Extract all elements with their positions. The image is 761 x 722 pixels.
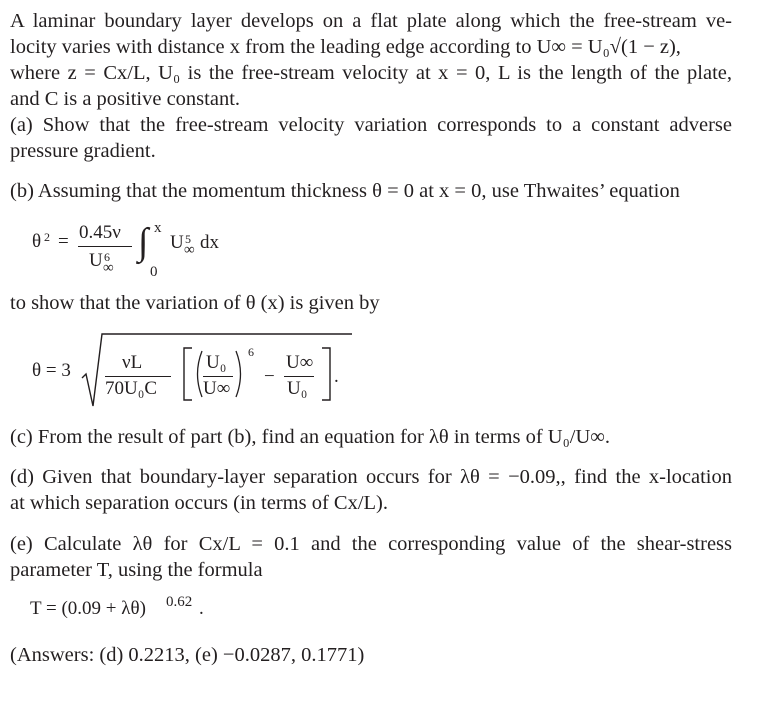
part-c-line: (c) From the result of part (b), find an equation for λθ in terms of U₀/U∞. [10, 426, 610, 448]
paren-fraction-bar [203, 376, 233, 377]
thwaites-lhs-exp: 2 [44, 230, 50, 244]
theta-trailing-period: . [334, 366, 339, 387]
part-a-line-2: pressure gradient. [10, 140, 156, 162]
frac2-denominator: U₀ [287, 378, 308, 399]
intro-line-2: locity varies with distance x from the leading edge according to U∞ = U₀√(1 − z), [10, 36, 681, 58]
paren-exponent: 6 [248, 345, 254, 359]
integral-upper-limit: x [154, 220, 162, 236]
thwaites-denominator-exp: 6 [104, 250, 110, 264]
thwaites-denominator-base: U [89, 250, 103, 271]
paren-denominator: U∞ [203, 378, 231, 399]
frac2-bar [284, 376, 314, 377]
answers-line: (Answers: (d) 0.2213, (e) −0.0287, 0.1771) [10, 644, 365, 666]
integrand-exp: 5 [185, 232, 191, 246]
t-formula-base: T = (0.09 + λθ) [30, 598, 146, 619]
to-show-line: to show that the variation of θ (x) is given by [10, 292, 380, 314]
intro-line-1: A laminar boundary layer develops on a flat plate along which the free-stream ve- [10, 10, 732, 32]
integrand-differential: dx [200, 232, 219, 253]
t-formula-exp: 0.62 [166, 594, 193, 610]
integral-lower-limit: 0 [150, 264, 158, 280]
thwaites-lhs: θ [32, 231, 42, 252]
part-b-line: (b) Assuming that the momentum thickness θ = 0 at x = 0, use Thwaites’ equation [10, 180, 680, 202]
integrand-base: U [170, 232, 184, 253]
right-parenthesis [234, 349, 246, 399]
paren-numerator: U₀ [206, 352, 227, 373]
part-d-line-1: (d) Given that boundary-layer separation occurs for λθ = −0.09,, find the x-location [10, 466, 732, 488]
frac1-denominator: 70U₀C [105, 378, 158, 399]
part-e-line-1: (e) Calculate λθ for Cx/L = 0.1 and the corresponding value of the shear-stress [10, 533, 732, 555]
intro-line-3: where z = Cx/L, U₀ is the free-stream velocity at x = 0, L is the length of the plate, [10, 62, 732, 84]
thwaites-equals: = [58, 231, 69, 252]
integrand-sub: ∞ [184, 242, 195, 258]
part-e-line-2: parameter T, using the formula [10, 559, 263, 581]
intro-line-4: and C is a positive constant. [10, 88, 241, 110]
part-d-line-2: at which separation occurs (in terms of Cx/L). [10, 492, 388, 514]
thwaites-numerator: 0.45ν [79, 222, 121, 243]
frac1-numerator: νL [122, 352, 143, 373]
frac2-numerator: U∞ [286, 352, 314, 373]
t-formula-period: . [199, 598, 204, 619]
theta-minus: − [264, 366, 275, 387]
theta-lhs: θ = 3 [32, 360, 71, 381]
frac1-bar [105, 376, 171, 377]
integral-sign: ∫ [138, 221, 149, 263]
right-square-bracket [318, 346, 334, 402]
part-a-line-1: (a) Show that the free-stream velocity variation corresponds to a constant adverse [10, 114, 732, 136]
thwaites-denominator-sub: ∞ [103, 260, 114, 276]
